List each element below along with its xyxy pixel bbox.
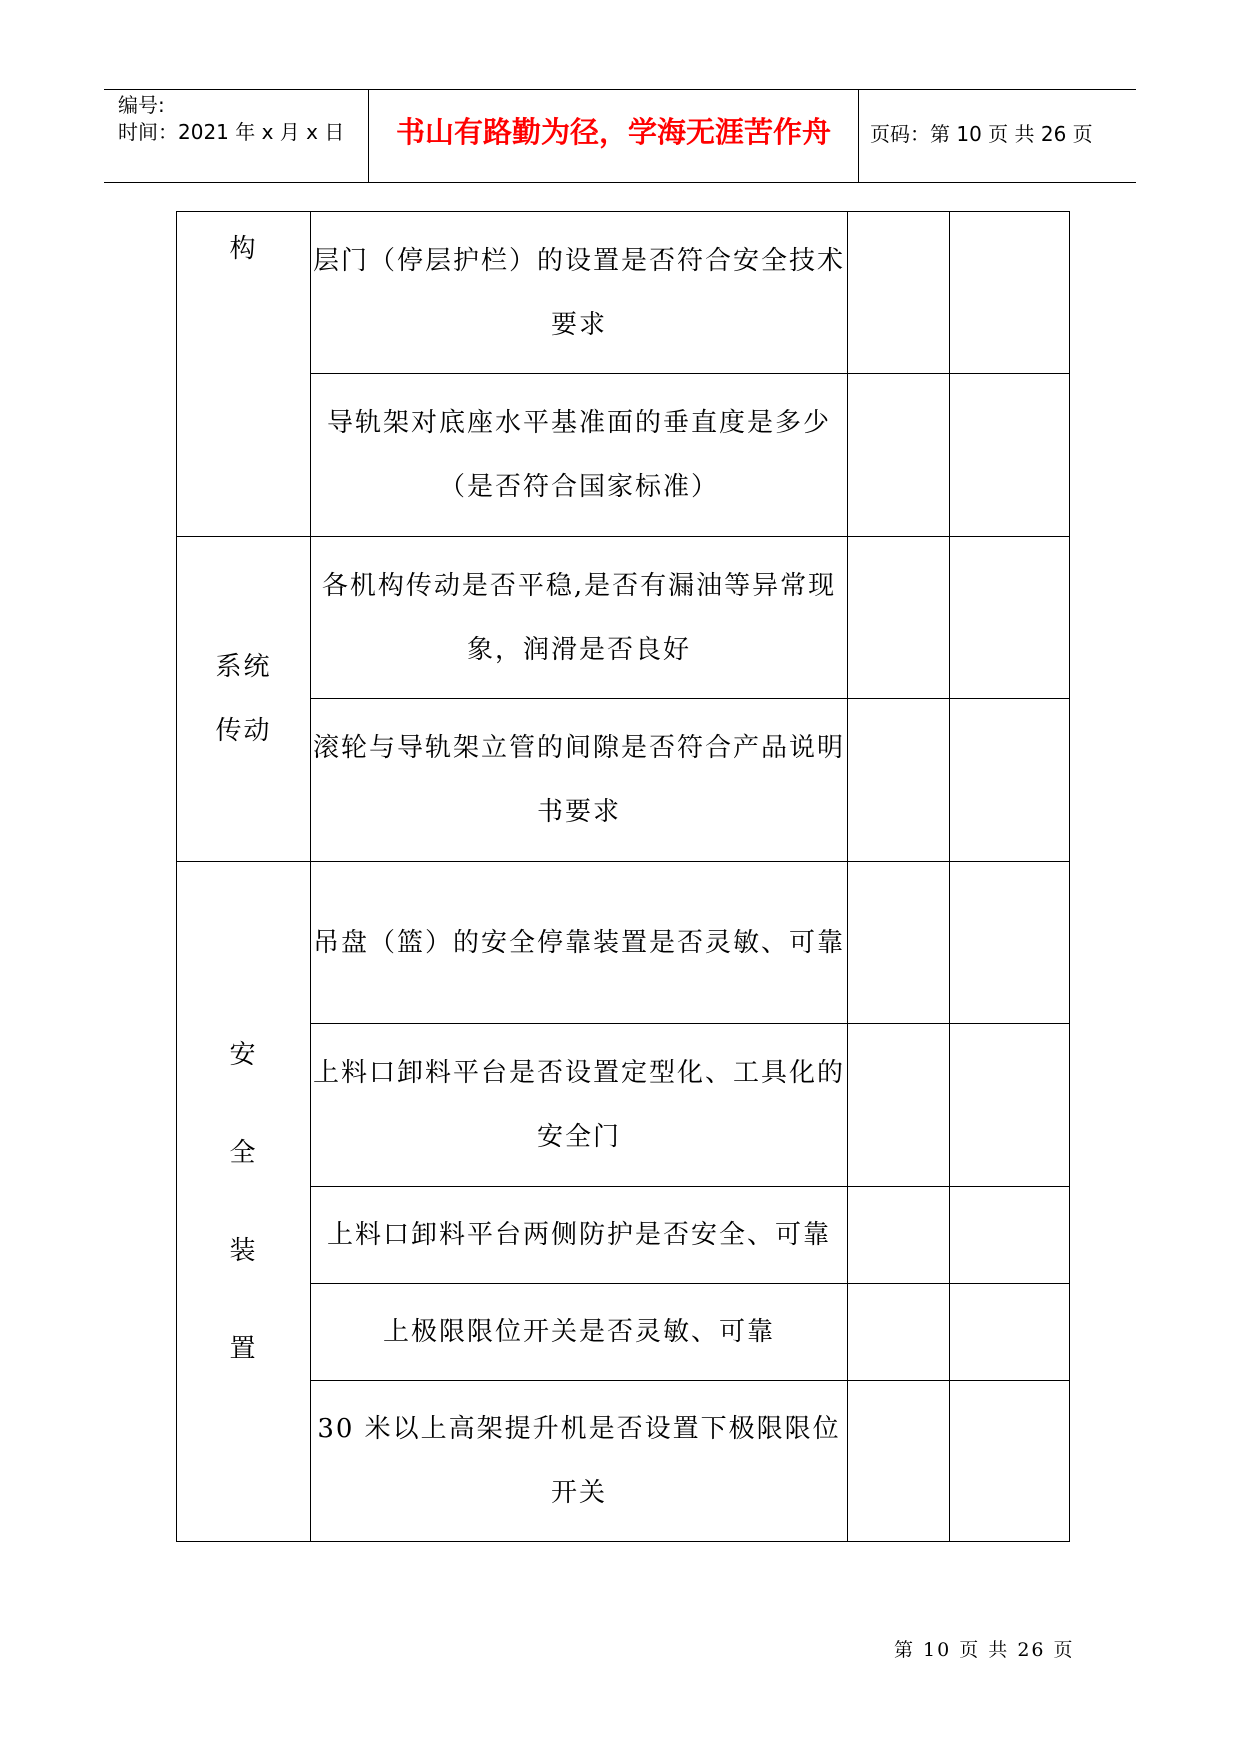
remark-cell[interactable] [950, 1284, 1070, 1381]
table-row [177, 699, 1070, 862]
result-cell[interactable] [848, 1187, 950, 1284]
check-item: 上料口卸料平台两侧防护是否安全、可靠 [311, 1187, 848, 1284]
remark-cell[interactable] [950, 1024, 1070, 1187]
header-page-label: 页码：第 10 页 共 26 页 [870, 122, 1093, 146]
check-item: 导轨架对底座水平基准面的垂直度是多少（是否符合国家标准） [311, 374, 848, 537]
category-char: 置 [229, 1333, 258, 1364]
header-left-block [118, 92, 344, 146]
category-cell [177, 537, 311, 862]
result-cell[interactable] [848, 1284, 950, 1381]
category-char: 安 [229, 1039, 258, 1070]
result-cell[interactable] [848, 1024, 950, 1187]
document-time-label: 时间：2021 年 x 月 x 日 [118, 120, 345, 144]
remark-cell[interactable] [950, 374, 1070, 537]
category-label: 构 [229, 234, 258, 264]
inspection-table [176, 211, 1070, 1542]
result-cell[interactable] [848, 1381, 950, 1542]
page-footer: 第 10 页 共 26 页 [894, 1639, 1075, 1661]
remark-cell[interactable] [950, 1187, 1070, 1284]
check-item: 吊盘（篮）的安全停靠装置是否灵敏、可靠 [311, 862, 848, 1024]
result-cell[interactable] [848, 862, 950, 1024]
category-cell [177, 212, 311, 537]
result-cell[interactable] [848, 537, 950, 699]
table-row [177, 212, 1070, 374]
result-cell[interactable] [848, 699, 950, 862]
table-row [177, 537, 1070, 699]
result-cell[interactable] [848, 212, 950, 374]
check-item: 层门（停层护栏）的设置是否符合安全技术要求 [311, 212, 848, 374]
remark-cell[interactable] [950, 699, 1070, 862]
category-char: 装 [229, 1235, 258, 1266]
remark-cell[interactable] [950, 862, 1070, 1024]
table-row [177, 1024, 1070, 1187]
category-char: 全 [229, 1137, 258, 1168]
header-motto: 书山有路勤为径，学海无涯苦作舟 [395, 115, 831, 149]
category-label: 系统传动 [215, 652, 272, 746]
result-cell[interactable] [848, 374, 950, 537]
remark-cell[interactable] [950, 212, 1070, 374]
table-row [177, 1284, 1070, 1381]
check-item: 上料口卸料平台是否设置定型化、工具化的安全门 [311, 1024, 848, 1187]
category-cell [177, 862, 311, 1542]
check-item: 上极限限位开关是否灵敏、可靠 [311, 1284, 848, 1381]
table-row [177, 374, 1070, 537]
header-divider-right [858, 89, 859, 182]
document-number-label: 编号: [118, 93, 165, 117]
header-bottom-rule [104, 182, 1136, 183]
table-row [177, 1187, 1070, 1284]
table-row [177, 862, 1070, 1024]
check-item: 各机构传动是否平稳,是否有漏油等异常现象，润滑是否良好 [311, 537, 848, 699]
remark-cell[interactable] [950, 537, 1070, 699]
check-item: 30 米以上高架提升机是否设置下极限限位开关 [311, 1381, 848, 1542]
table-row [177, 1381, 1070, 1542]
check-item: 滚轮与导轨架立管的间隙是否符合产品说明书要求 [311, 699, 848, 862]
remark-cell[interactable] [950, 1381, 1070, 1542]
header-top-rule [104, 89, 1136, 90]
